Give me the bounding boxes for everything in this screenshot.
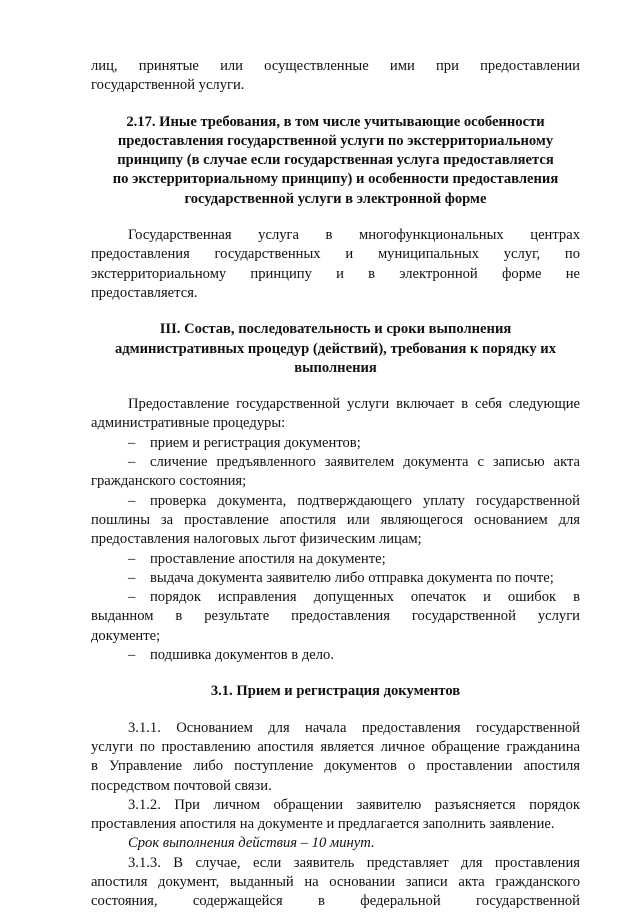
list-item-text: проставление апостиля на документе; — [150, 550, 386, 567]
section-III-heading — [91, 320, 580, 378]
list-item — [91, 646, 580, 665]
section-2-17-heading — [91, 113, 580, 209]
list-item — [91, 453, 580, 472]
text-line: 3.1.3. В случае, если заявитель представляет для проставления — [128, 854, 580, 871]
text-line: услуги по проставлению апостиля является личное обращение гражданина — [91, 738, 580, 755]
text-line: состояния, содержащейся в федеральной государственной — [91, 893, 580, 910]
dash-marker: – — [128, 434, 136, 451]
heading-line: III. Состав, последовательность и сроки выполнения — [159, 321, 512, 338]
heading-line: по экстерриториальному принципу) и особенности предоставления — [112, 171, 559, 188]
paragraph-3-1-2 — [91, 796, 580, 835]
heading-line: принципу (в случае если государственная услуга предоставляется — [117, 152, 554, 169]
list-item-text: подшивка документов в дело. — [150, 647, 334, 664]
dash-marker: – — [128, 569, 136, 586]
text-line: апостиля документ, выданный на основании записи акта гражданского — [91, 873, 580, 890]
list-item-continuation: пошлины за проставление апостиля или являющегося основанием для — [91, 511, 580, 528]
list-item-continuation: предоставления налоговых льгот физическим лицам; — [91, 531, 422, 548]
heading-line: государственной услуги в электронной форме — [184, 190, 487, 207]
list-item-continuation: выданном в результате предоставления государственной услуги — [91, 608, 580, 625]
list-item — [91, 569, 580, 588]
list-item-text: сличение предъявленного заявителем документа с записью акта — [150, 454, 580, 471]
text-line: 3.1.2. При личном обращении заявителю разъясняется порядок — [128, 796, 580, 813]
heading-line: 2.17. Иные требования, в том числе учитывающие особенности — [126, 113, 545, 130]
dash-marker: – — [128, 454, 136, 471]
text-line: предоставления государственных и муниципальных услуг, по — [91, 246, 580, 263]
text-line: в Управление либо поступление документов о проставлении апостиля — [91, 758, 580, 775]
list-item — [91, 550, 580, 569]
text-line: посредством почтовой связи. — [91, 777, 272, 794]
dash-marker: – — [128, 647, 136, 664]
dash-marker: – — [128, 589, 136, 606]
procedures-list — [91, 434, 580, 666]
text-line: государственной услуги. — [91, 77, 245, 94]
text-line: проставления апостиля на документе и предлагается заполнить заявление. — [91, 816, 555, 833]
paragraph-3-1-3 — [91, 854, 580, 912]
section-III-intro — [91, 395, 580, 434]
time-limit-note: Срок выполнения действия – 10 минут. — [128, 835, 375, 852]
list-item-text: выдача документа заявителю либо отправка документа по почте; — [150, 569, 554, 586]
text-line: административные процедуры: — [91, 415, 286, 432]
text-line: Предоставление государственной услуги включает в себя следующие — [128, 396, 580, 413]
list-item — [91, 588, 580, 607]
list-item-continuation: документе; — [91, 627, 161, 644]
heading-line: выполнения — [294, 359, 377, 376]
text-line: Государственная услуга в многофункциональных центрах — [128, 227, 580, 244]
dash-marker: – — [128, 550, 136, 567]
section-3-1-heading: 3.1. Прием и регистрация документов — [210, 683, 461, 700]
section-2-17-body — [91, 226, 580, 303]
paragraph-3-1-1 — [91, 719, 580, 796]
heading-line: предоставления государственной услуги по экстерриториальному — [117, 132, 554, 149]
page-content — [91, 57, 580, 912]
list-item-text: порядок исправления допущенных опечаток и ошибок в — [150, 589, 580, 606]
list-item — [91, 434, 580, 453]
text-line: лиц, принятые или осуществленные ими при предоставлении — [91, 58, 580, 74]
dash-marker: – — [128, 492, 136, 509]
list-item-text: прием и регистрация документов; — [150, 434, 361, 451]
text-line: 3.1.1. Основанием для начала предоставления государственной — [128, 719, 580, 736]
heading-line: административных процедур (действий), требования к порядку их — [114, 340, 557, 357]
list-item-continuation: гражданского состояния; — [91, 473, 247, 490]
list-item — [91, 492, 580, 511]
text-line: экстерриториальному принципу и в электронной форме не — [91, 265, 580, 282]
list-item-text: проверка документа, подтверждающего уплату государственной — [150, 492, 580, 509]
text-line: предоставляется. — [91, 284, 198, 301]
